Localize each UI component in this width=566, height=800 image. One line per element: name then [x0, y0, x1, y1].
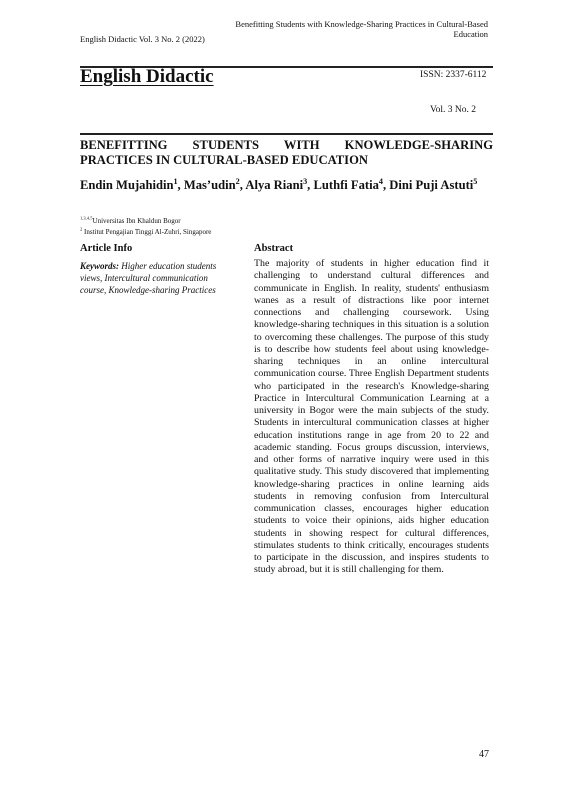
page-number: 47	[479, 749, 489, 760]
volume-label: Vol. 3 No. 2	[430, 105, 477, 115]
article-info-heading: Article Info	[80, 243, 133, 254]
author-list	[80, 178, 493, 193]
affiliation: $^2$ Institut Pengajian Tinggi Al-Zuhri, Singapore	[80, 226, 212, 236]
affiliations	[80, 216, 211, 237]
running-head-title: Benefitting Students with Knowledge-Sharing Practices in Cultural-Based Education	[235, 19, 488, 39]
abstract-body: The majority of students in higher education find it challenging to understand cultural differences and communicate in English. In reality, students' enthusiasm wanes as a result of distractions like poor internet connections and challenging coursework. Using knowledge-sharing techniques in this situation is a solution to overcoming these challenges. The purpose of this study is to describe how students feel about using knowledge-sharing techniques in an online intercultural communication course. Three English Department students who participated in the research's Knowledge-sharing Practice in Intercultural Communication Learning at a university in Bogor were the main subjects of the study. Students in intercultural communication classes at higher education institutions range in age from 20 to 22 and academic standing. Focus groups discussion, interviews, and other forms of narrative inquiry were used in this qualitative study. This study discovered that implementing knowledge-sharing practices in online learning aids students in removing confusion from Intercultural communication classes, encourages higher education students to voice their opinions, aids higher education students in showing respect for cultural differences, stimulates students to think critically, encourages students to participate in the discussion, and inspires students to study abroad, but it is still challenging for them.	[254, 258, 489, 576]
running-head-journal: English Didactic Vol. 3 No. 2 (2022)	[80, 34, 205, 44]
author: Luthfi Fatia$^4$,	[313, 176, 390, 192]
article-title: BENEFITTING STUDENTS WITH KNOWLEDGE-SHARING PRACTICES IN CULTURAL-BASED EDUCATION	[80, 138, 493, 167]
keywords	[80, 260, 230, 296]
author: Mas’udin$^2$,	[183, 176, 246, 192]
keywords-text: Higher education students views, Intercultural communication course, Knowledge-sharing Practices	[80, 261, 217, 295]
issn: ISSN: 2337-6112	[420, 70, 487, 80]
author: Dini Puji Astuti$^5$	[389, 176, 478, 192]
abstract-heading: Abstract	[254, 243, 294, 254]
author: Alya Riani$^3$,	[245, 176, 314, 192]
title-rule	[80, 133, 493, 135]
journal-name: English Didactic	[80, 66, 214, 87]
author: Endin Mujahidin$^1$,	[80, 176, 184, 192]
affiliation: $^{1,3,4,5}$Universitas Ibn Khaldun Bogor	[80, 215, 181, 225]
keywords-label: Keywords:	[80, 261, 119, 271]
